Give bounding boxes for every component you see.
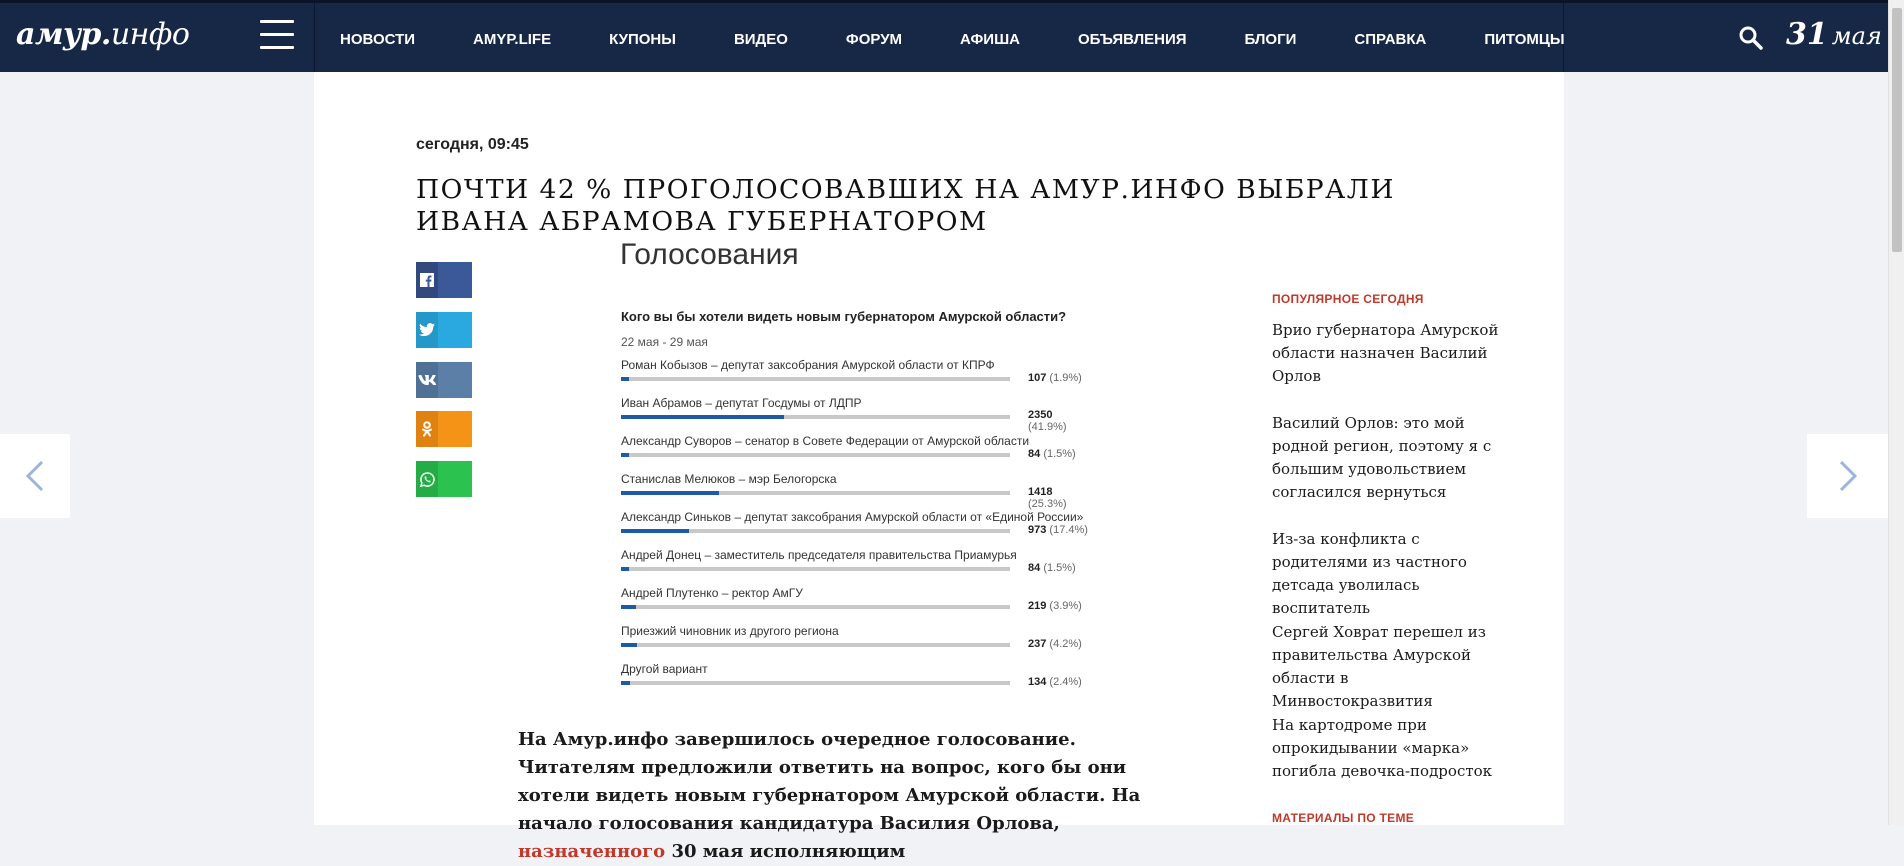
poll-option-bar (621, 529, 689, 533)
related-heading: МАТЕРИАЛЫ ПО ТЕМЕ (1272, 811, 1415, 825)
poll-option-bar-track (621, 415, 1010, 419)
nav-item-coupons[interactable]: КУПОНЫ (609, 30, 676, 48)
poll-option-value: 2350 (41.9%) (1028, 409, 1067, 433)
poll-option-bar-track (621, 567, 1010, 571)
vk-icon (416, 362, 438, 398)
nav-item-reference[interactable]: СПРАВКА (1354, 30, 1427, 48)
chevron-left-icon (22, 458, 48, 494)
poll-option-label: Александр Суворов – сенатор в Совете Федерации от Амурской области (621, 434, 1030, 448)
page-scrollbar[interactable] (1888, 0, 1904, 825)
main-nav (314, 3, 1564, 75)
nav-item-blogs[interactable]: БЛОГИ (1244, 30, 1297, 48)
poll-option-label: Другой вариант (621, 662, 708, 676)
popular-heading: ПОПУЛЯРНОЕ СЕГОДНЯ (1272, 292, 1424, 306)
poll-option-bar-track (621, 605, 1010, 609)
poll-option-label: Александр Синьков – депутат заксобрания Амурской области от «Единой России» (621, 510, 1084, 524)
poll-option-bar-track (621, 681, 1010, 685)
whatsapp-share-button[interactable] (416, 461, 472, 497)
poll-option-label: Иван Абрамов – депутат Госдумы от ЛДПР (621, 396, 862, 410)
poll-question: Кого вы бы хотели видеть новым губернатором Амурской области? (621, 309, 1067, 324)
twitter-share-button[interactable] (416, 312, 472, 348)
poll-option-label: Роман Кобызов – депутат заксобрания Амурской области от КПРФ (621, 358, 995, 372)
search-icon[interactable] (1738, 25, 1764, 51)
article-title: ПОЧТИ 42 % ПРОГОЛОСОВАВШИХ НА АМУР.ИНФО ВЫБРАЛИ ИВАНА АБРАМОВА ГУБЕРНАТОРОМ (416, 174, 1395, 237)
poll-option-label: Андрей Плутенко – ректор АмГУ (621, 586, 803, 600)
nav-item-news[interactable]: НОВОСТИ (340, 30, 416, 48)
site-logo[interactable]: амур.инфо (16, 17, 190, 52)
poll-option-bar-track (621, 643, 1010, 647)
poll-option-value: 1418 (25.3%) (1028, 486, 1067, 510)
sidebar-news-item[interactable]: Врио губернатора Амурской области назначен Василий Орлов (1272, 321, 1499, 385)
odnoklassniki-icon (416, 411, 438, 447)
vk-share-button[interactable] (416, 362, 472, 398)
facebook-share-button[interactable] (416, 262, 472, 298)
poll-option-value: 84 (1.5%) (1028, 448, 1076, 460)
poll-option-bar-track (621, 529, 1010, 533)
poll-results-image (612, 238, 1102, 692)
poll-option-bar (621, 453, 629, 457)
poll-option-value: 84 (1.5%) (1028, 562, 1076, 574)
site-header (0, 0, 1904, 72)
prev-arrow-button[interactable] (0, 434, 70, 518)
poll-option-value: 134 (2.4%) (1028, 676, 1082, 688)
poll-option-value: 973 (17.4%) (1028, 524, 1088, 536)
poll-option-value: 219 (3.9%) (1028, 600, 1082, 612)
scrollbar-thumb[interactable] (1892, 8, 1902, 252)
poll-option-value: 107 (1.9%) (1028, 372, 1082, 384)
poll-option-label: Андрей Донец – заместитель председателя правительства Приамурья (621, 548, 1017, 562)
facebook-icon (416, 262, 438, 298)
article-time: сегодня, 09:45 (416, 136, 529, 153)
poll-option-bar (621, 605, 636, 609)
poll-option-bar (621, 567, 629, 571)
poll-option-bar (621, 491, 719, 495)
poll-option-bar-track (621, 377, 1010, 381)
poll-option-value: 237 (4.2%) (1028, 638, 1082, 650)
sidebar-news-item[interactable]: Из-за конфликта с родителями из частного детсада уволилась воспитатель (1272, 530, 1467, 617)
next-arrow-button[interactable] (1807, 434, 1889, 518)
poll-option-label: Станислав Мелюков – мэр Белогорска (621, 472, 837, 486)
menu-icon[interactable] (260, 20, 294, 52)
odnoklassniki-share-button[interactable] (416, 411, 472, 447)
poll-option-bar (621, 415, 784, 419)
whatsapp-icon (416, 461, 438, 497)
poll-option-bar-track (621, 491, 1010, 495)
nav-item-forum[interactable]: ФОРУМ (845, 30, 903, 48)
poll-option-label: Приезжий чиновник из другого региона (621, 624, 839, 638)
header-date: 31 мая (1786, 17, 1882, 52)
poll-cut-title: Голосования (620, 238, 799, 271)
sidebar-news-item[interactable]: Василий Орлов: это мой родной регион, поэтому я с большим удовольствием согласился вернуться (1272, 414, 1492, 501)
poll-date-range: 22 мая - 29 мая (621, 335, 708, 349)
sidebar-news-item[interactable]: Сергей Ховрат перешел из правительства Амурской области в Минвостокразвития (1272, 623, 1486, 710)
nav-item-pets[interactable]: ПИТОМЦЫ (1484, 30, 1565, 48)
sidebar-news-item[interactable]: На картодроме при опрокидывании «марка» погибла девочка-подросток (1272, 716, 1493, 780)
poll-option-bar (621, 681, 630, 685)
article-link-appointed[interactable]: назначенного (518, 841, 666, 862)
nav-item-afisha[interactable]: АФИША (960, 30, 1020, 48)
poll-option-bar (621, 643, 637, 647)
nav-item-amur-life[interactable]: AMYP.LIFE (473, 30, 552, 48)
twitter-icon (416, 312, 438, 348)
article-body: На Амур.инфо завершилось очередное голосование. Читателям предложили ответить на вопрос, кого бы они хотели видеть новым губернатором Амурской области. На начало голосования кандидатура Василия Орлова, назначенного 30 мая исполняющим (518, 729, 1141, 862)
poll-option-bar (621, 377, 629, 381)
nav-item-ads[interactable]: ОБЪЯВЛЕНИЯ (1077, 30, 1187, 48)
chevron-right-icon (1835, 458, 1861, 494)
poll-option-bar-track (621, 453, 1010, 457)
nav-item-video[interactable]: ВИДЕО (733, 30, 788, 48)
